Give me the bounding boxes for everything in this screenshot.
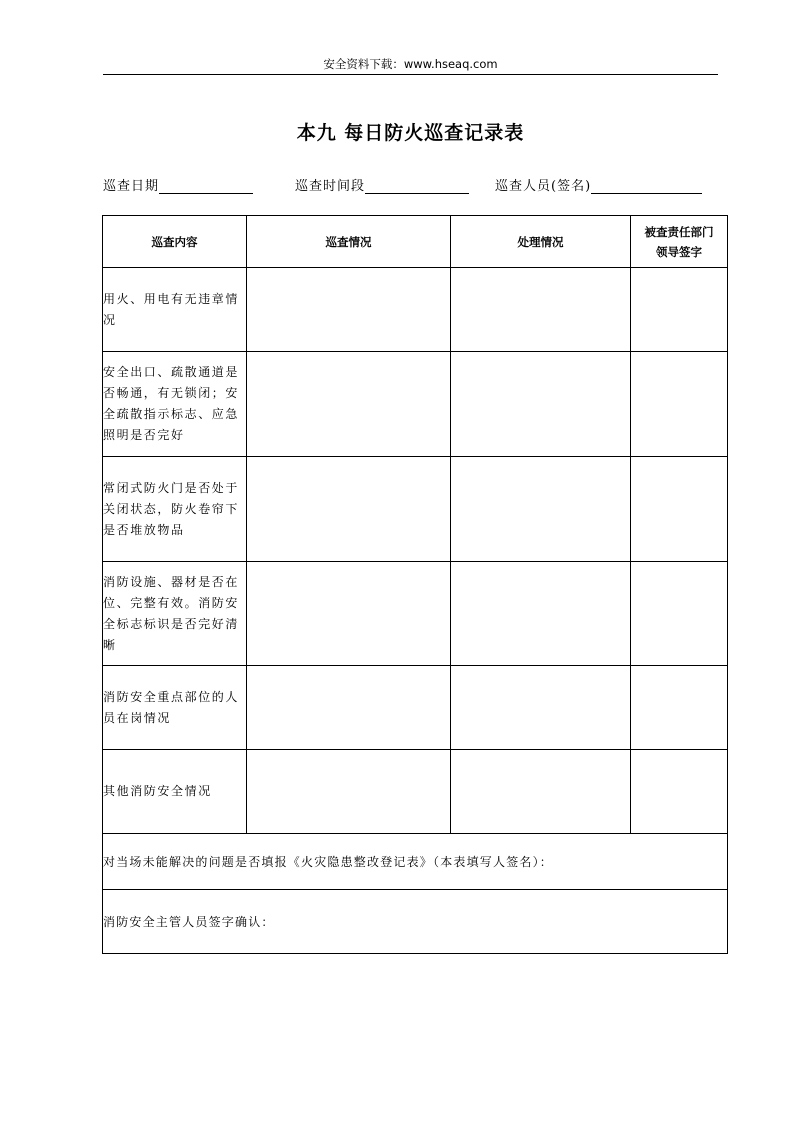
situation-cell[interactable] [247, 352, 451, 457]
inspector-label: 巡查人员(签名) [495, 179, 592, 194]
inspector-input-line[interactable] [591, 177, 702, 194]
handling-cell[interactable] [451, 457, 631, 562]
row-item: 安全出口、疏散通道是否畅通，有无锁闭；安全疏散指示标志、应急照明是否完好 [103, 352, 247, 457]
row-item: 其他消防安全情况 [103, 750, 247, 834]
handling-cell[interactable] [451, 268, 631, 352]
unresolved-note[interactable]: 对当场未能解决的问题是否填报《火灾隐患整改登记表》（本表填写人签名）： [103, 834, 728, 890]
header-dept-sign: 被查责任部门领导签字 [631, 216, 728, 268]
form-fields [0, 175, 793, 195]
header-rule [103, 74, 718, 75]
date-field [103, 175, 253, 194]
header-situation: 巡查情况 [247, 216, 451, 268]
table-header-row [103, 216, 728, 268]
table-row [103, 666, 728, 750]
situation-cell[interactable] [247, 750, 451, 834]
sign-cell[interactable] [631, 750, 728, 834]
situation-cell[interactable] [247, 562, 451, 666]
situation-cell[interactable] [247, 268, 451, 352]
handling-cell[interactable] [451, 562, 631, 666]
row-item: 消防安全重点部位的人员在岗情况 [103, 666, 247, 750]
header-content: 巡查内容 [103, 216, 247, 268]
period-input-line[interactable] [365, 177, 469, 194]
sign-cell[interactable] [631, 352, 728, 457]
handling-cell[interactable] [451, 750, 631, 834]
row-item: 消防设施、器材是否在位、完整有效。消防安全标志标识是否完好清晰 [103, 562, 247, 666]
supervisor-note[interactable]: 消防安全主管人员签字确认： [103, 890, 728, 954]
unresolved-row [103, 834, 728, 890]
table-row [103, 352, 728, 457]
period-field [295, 175, 469, 194]
table-row [103, 457, 728, 562]
handling-cell[interactable] [451, 666, 631, 750]
date-input-line[interactable] [159, 177, 253, 194]
period-label: 巡查时间段 [295, 179, 366, 194]
row-item: 常闭式防火门是否处于关闭状态，防火卷帘下是否堆放物品 [103, 457, 247, 562]
page-header: 安全资料下载：www.hseaq.com [323, 57, 498, 71]
row-item: 用火、用电有无违章情况 [103, 268, 247, 352]
supervisor-row [103, 890, 728, 954]
inspection-table [102, 215, 728, 954]
sign-cell[interactable] [631, 562, 728, 666]
date-label: 巡查日期 [103, 179, 160, 194]
table-row [103, 750, 728, 834]
sign-cell[interactable] [631, 666, 728, 750]
table-row [103, 268, 728, 352]
inspector-field [495, 175, 702, 194]
sign-cell[interactable] [631, 457, 728, 562]
table-row [103, 562, 728, 666]
form-title: 本九 每日防火巡查记录表 [296, 122, 525, 144]
handling-cell[interactable] [451, 352, 631, 457]
sign-cell[interactable] [631, 268, 728, 352]
header-handling: 处理情况 [451, 216, 631, 268]
situation-cell[interactable] [247, 666, 451, 750]
situation-cell[interactable] [247, 457, 451, 562]
